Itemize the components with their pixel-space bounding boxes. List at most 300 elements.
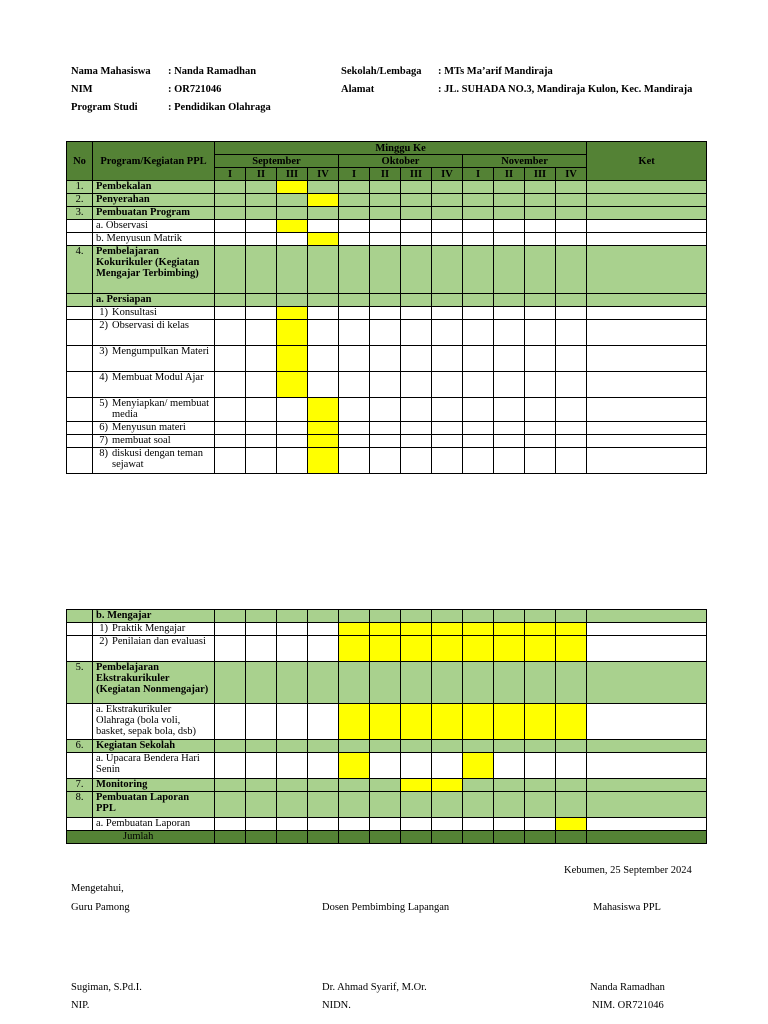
row-activity [93,398,215,422]
week-cell [525,610,556,623]
week-cell [463,779,494,792]
week-cell [277,246,308,294]
week-header: III [401,168,432,181]
week-cell [277,294,308,307]
week-cell [215,320,246,346]
row-number [67,818,93,831]
week-cell [463,294,494,307]
week-cell [556,346,587,372]
row-ket [587,307,707,320]
week-header: IV [432,168,463,181]
table-row [67,233,707,246]
week-header: I [463,168,494,181]
week-cell-marked [525,704,556,740]
week-cell [494,194,525,207]
week-cell [556,194,587,207]
week-cell [277,753,308,779]
row-activity: a. Ekstrakurikuler Olahraga (bola voli, basket, sepak bola, dsb) [93,704,215,740]
week-cell [525,294,556,307]
mahasiswa-title: Mahasiswa PPL [593,902,661,913]
week-cell [463,740,494,753]
week-cell [308,320,339,346]
week-cell [339,220,370,233]
week-cell-marked [277,181,308,194]
week-cell [370,246,401,294]
week-cell [308,740,339,753]
week-cell [308,220,339,233]
week-cell [556,207,587,220]
total-cell [556,831,587,844]
week-cell [494,246,525,294]
week-cell [277,610,308,623]
week-cell [308,662,339,704]
total-cell [463,831,494,844]
name-label: Nama Mahasiswa [71,66,151,77]
week-cell [525,779,556,792]
sub-item-number: 8) [99,448,108,459]
week-cell [308,753,339,779]
week-cell-marked [308,194,339,207]
prodi-value: : Pendidikan Olahraga [168,102,271,113]
week-cell [339,181,370,194]
table-row [67,220,707,233]
week-cell [556,398,587,422]
week-cell [494,220,525,233]
week-cell [246,792,277,818]
week-cell [215,294,246,307]
row-number [67,753,93,779]
week-cell [339,233,370,246]
sub-item-number: 1) [99,623,108,634]
week-cell [432,181,463,194]
sub-item-label: Konsultasi [112,307,157,318]
row-activity [93,372,215,398]
week-cell [401,220,432,233]
week-cell-marked [339,704,370,740]
week-cell-marked [401,779,432,792]
week-cell-marked [370,636,401,662]
week-cell [339,610,370,623]
week-cell-marked [339,636,370,662]
row-number: 8. [67,792,93,818]
week-cell-marked [432,779,463,792]
total-cell [525,831,556,844]
schedule-table-part1 [66,141,707,474]
table-row [67,636,707,662]
week-cell [432,307,463,320]
week-cell [246,372,277,398]
week-cell [432,662,463,704]
week-cell [215,194,246,207]
week-cell [246,246,277,294]
week-cell [525,740,556,753]
week-cell [308,346,339,372]
week-cell [556,610,587,623]
week-cell [215,207,246,220]
week-cell [463,422,494,435]
week-cell [246,181,277,194]
row-number: 6. [67,740,93,753]
row-number [67,294,93,307]
sub-item-number: 1) [99,307,108,318]
row-activity: Pembelajaran Ekstrakurikuler (Kegiatan Nonmengajar) [93,662,215,704]
week-cell [494,753,525,779]
week-cell [401,320,432,346]
row-activity: Kegiatan Sekolah [93,740,215,753]
row-activity: b. Menyusun Matrik [93,233,215,246]
table-row [67,435,707,448]
week-cell [215,753,246,779]
week-cell-marked [556,636,587,662]
week-cell [463,435,494,448]
col-ket-header: Ket [587,142,707,181]
week-cell [370,662,401,704]
week-cell [463,346,494,372]
mahasiswa-nim: NIM. OR721046 [592,1000,664,1011]
week-cell [246,346,277,372]
sub-item-number: 4) [99,372,108,383]
week-cell [525,398,556,422]
total-cell [277,831,308,844]
week-header: III [525,168,556,181]
week-cell-marked [525,623,556,636]
week-cell-marked [556,623,587,636]
week-cell [215,779,246,792]
week-cell [525,220,556,233]
week-cell [308,779,339,792]
total-cell [215,831,246,844]
row-activity: Pembuatan Program [93,207,215,220]
week-cell [401,398,432,422]
row-ket [587,662,707,704]
week-cell [339,779,370,792]
week-cell-marked [339,753,370,779]
week-cell [494,448,525,474]
week-cell [401,207,432,220]
week-cell [308,610,339,623]
week-cell [277,422,308,435]
row-ket [587,294,707,307]
row-activity [93,623,215,636]
row-number [67,435,93,448]
week-cell [277,818,308,831]
week-cell-marked [277,346,308,372]
week-cell [432,294,463,307]
week-cell [370,233,401,246]
week-cell [494,435,525,448]
week-cell [432,818,463,831]
row-number [67,398,93,422]
week-cell [215,740,246,753]
week-cell [246,753,277,779]
row-number: 3. [67,207,93,220]
week-cell-marked [432,623,463,636]
week-cell [215,233,246,246]
week-cell [215,422,246,435]
row-ket [587,346,707,372]
week-cell [432,610,463,623]
week-cell [494,233,525,246]
week-cell [277,398,308,422]
table-row [67,818,707,831]
week-cell-marked [277,320,308,346]
week-cell [339,307,370,320]
week-cell-marked [525,636,556,662]
row-ket [587,320,707,346]
week-cell [401,372,432,398]
week-cell-marked [308,233,339,246]
week-cell-marked [401,636,432,662]
total-cell [587,831,707,844]
week-cell [494,307,525,320]
week-cell-marked [277,372,308,398]
table-row [67,207,707,220]
week-cell [277,662,308,704]
week-cell [525,422,556,435]
total-cell [370,831,401,844]
total-row [67,831,707,844]
week-cell [494,422,525,435]
row-ket [587,779,707,792]
sub-item-number: 7) [99,435,108,446]
week-cell [308,704,339,740]
sub-item-label: Menyiapkan/ membuat media [112,398,210,420]
week-cell-marked [494,704,525,740]
week-cell-marked [308,422,339,435]
week-cell [463,448,494,474]
row-activity: a. Observasi [93,220,215,233]
week-cell [525,233,556,246]
week-cell [246,320,277,346]
week-header: IV [308,168,339,181]
col-program-header: Program/Kegiatan PPL [93,142,215,181]
row-activity: Pembelajaran Kokurikuler (Kegiatan Mengajar Terbimbing) [93,246,215,294]
row-activity [93,448,215,474]
week-cell [277,636,308,662]
week-cell [370,294,401,307]
table-row [67,448,707,474]
table-row [67,623,707,636]
week-cell [308,307,339,320]
row-ket [587,610,707,623]
week-cell [277,233,308,246]
week-cell [339,435,370,448]
table-row [67,422,707,435]
address-label: Alamat [341,84,375,95]
week-cell [246,448,277,474]
week-cell [494,779,525,792]
row-ket [587,636,707,662]
month-header: September [215,155,339,168]
week-cell [215,704,246,740]
mahasiswa-name: Nanda Ramadhan [590,982,665,993]
week-cell [246,233,277,246]
week-cell [277,623,308,636]
row-ket [587,220,707,233]
week-cell-marked [339,623,370,636]
week-cell-marked [494,623,525,636]
week-cell [215,398,246,422]
week-cell [525,194,556,207]
table-row [67,320,707,346]
row-activity [93,636,215,662]
week-cell [370,181,401,194]
week-cell [339,320,370,346]
col-no-header: No [67,142,93,181]
week-cell [339,194,370,207]
week-cell [339,662,370,704]
week-cell [215,610,246,623]
week-cell [525,435,556,448]
week-cell [525,181,556,194]
row-ket [587,740,707,753]
week-cell [401,753,432,779]
week-cell [339,346,370,372]
week-header: I [215,168,246,181]
week-cell [556,372,587,398]
row-number [67,623,93,636]
week-cell [401,246,432,294]
row-activity: Penyerahan [93,194,215,207]
place-date: Kebumen, 25 September 2024 [564,865,692,876]
week-cell [339,740,370,753]
name-value: : Nanda Ramadhan [168,66,257,77]
week-cell [432,740,463,753]
week-cell [401,435,432,448]
week-cell [308,636,339,662]
mengetahui-label: Mengetahui, [71,883,124,894]
week-cell [494,294,525,307]
week-cell [556,181,587,194]
week-cell [246,194,277,207]
week-cell [463,662,494,704]
week-cell [401,194,432,207]
week-cell [215,623,246,636]
total-cell [246,831,277,844]
sub-item-label: Observasi di kelas [112,320,189,331]
week-cell [370,435,401,448]
week-cell [432,246,463,294]
row-number: 4. [67,246,93,294]
row-activity: a. Upacara Bendera Hari Senin [93,753,215,779]
week-cell-marked [463,623,494,636]
week-cell [370,346,401,372]
sub-item-number: 5) [99,398,108,409]
week-cell [339,448,370,474]
total-label: Jumlah [67,831,215,844]
week-cell [246,435,277,448]
week-cell [370,207,401,220]
week-cell [494,320,525,346]
table-row [67,294,707,307]
week-cell [370,372,401,398]
week-cell [215,636,246,662]
nim-label: NIM [71,84,93,95]
week-cell [370,398,401,422]
row-number: 1. [67,181,93,194]
guru-pamong-nip: NIP. [71,1000,90,1011]
week-cell [215,448,246,474]
row-ket [587,398,707,422]
week-cell [246,740,277,753]
row-number [67,307,93,320]
week-cell-marked [370,704,401,740]
week-cell-marked [463,636,494,662]
row-number [67,220,93,233]
week-cell [308,792,339,818]
week-cell [432,207,463,220]
week-cell [401,740,432,753]
sub-item-label: Penilaian dan evaluasi [112,636,206,647]
row-ket [587,753,707,779]
week-cell [370,220,401,233]
week-cell [401,294,432,307]
row-activity [93,346,215,372]
week-cell-marked [556,704,587,740]
week-cell [246,636,277,662]
row-number [67,320,93,346]
week-cell [308,372,339,398]
week-cell [370,320,401,346]
week-cell [432,792,463,818]
sub-item-label: Membuat Modul Ajar [112,372,204,383]
total-cell [494,831,525,844]
week-cell [308,623,339,636]
sub-item-label: Mengumpulkan Materi [112,346,210,357]
week-cell-marked [463,753,494,779]
school-value: : MTs Ma’arif Mandiraja [438,66,553,77]
sub-item-label: diskusi dengan teman sejawat [112,448,203,470]
week-cell [246,294,277,307]
week-cell [339,294,370,307]
sub-item-label: membuat soal [112,435,171,446]
week-cell [370,753,401,779]
row-ket [587,207,707,220]
row-ket [587,818,707,831]
week-cell-marked [277,220,308,233]
week-cell [432,233,463,246]
row-number [67,422,93,435]
week-cell [556,779,587,792]
week-cell [556,662,587,704]
total-cell [308,831,339,844]
week-cell [370,194,401,207]
week-cell [432,753,463,779]
week-cell [246,398,277,422]
dosen-nidn: NIDN. [322,1000,351,1011]
week-cell [370,779,401,792]
week-cell [308,294,339,307]
week-cell-marked [308,398,339,422]
week-cell [494,398,525,422]
row-activity: b. Mengajar [93,610,215,623]
month-header: Oktober [339,155,463,168]
week-cell [463,233,494,246]
week-cell [215,307,246,320]
sub-item-label: Praktik Mengajar [112,623,186,634]
week-cell [432,220,463,233]
row-ket [587,181,707,194]
row-activity: a. Pembuatan Laporan [93,818,215,831]
week-cell [246,779,277,792]
week-cell [277,194,308,207]
week-cell-marked [494,636,525,662]
week-cell [308,818,339,831]
week-header: II [370,168,401,181]
week-cell [494,610,525,623]
week-cell [432,422,463,435]
row-ket [587,704,707,740]
